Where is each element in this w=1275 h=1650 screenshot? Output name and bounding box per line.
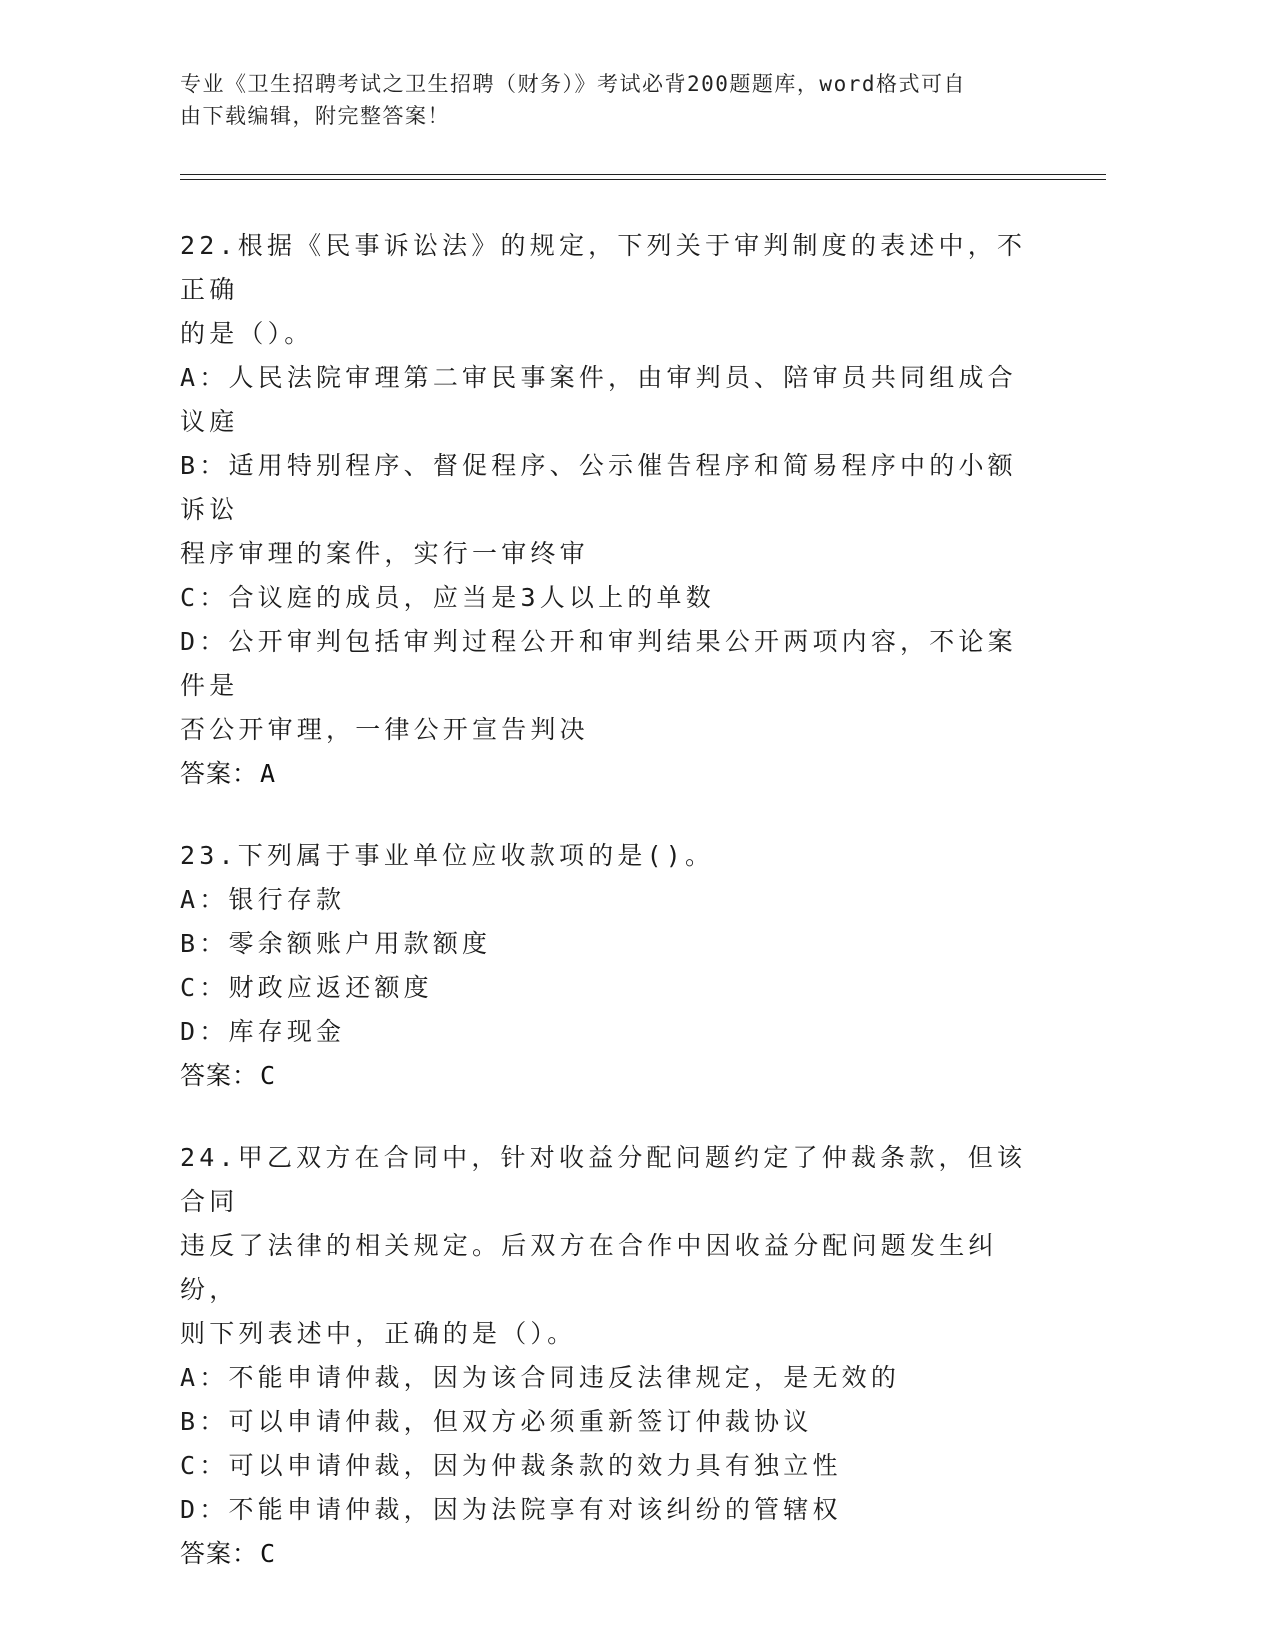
answer-line — [180, 1532, 1040, 1576]
answer-value: C — [260, 1061, 277, 1090]
question-23 — [180, 834, 1040, 1098]
option-b: B：零余额账户用款额度 — [180, 929, 492, 958]
answer-value: C — [260, 1539, 277, 1568]
option-b-continued: 程序审理的案件，实行一审终审 — [180, 539, 589, 568]
question-stem-line: 22.根据《民事诉讼法》的规定，下列关于审判制度的表述中，不正确 — [180, 231, 1027, 304]
header-divider-top — [180, 174, 1106, 175]
option-a: A：银行存款 — [180, 885, 346, 914]
header-line-1: 专业《卫生招聘考试之卫生招聘（财务）》考试必背200题题库，word格式可自 — [180, 72, 966, 96]
answer-label: 答案： — [180, 1061, 259, 1090]
option-c: C：合议庭的成员，应当是3人以上的单数 — [180, 583, 715, 612]
document-header — [180, 68, 1060, 132]
question-stem-line: 则下列表述中，正确的是（）。 — [180, 1319, 577, 1348]
option-d: D：不能申请仲裁，因为法院享有对该纠纷的管辖权 — [180, 1495, 842, 1524]
question-24 — [180, 1136, 1040, 1576]
answer-label: 答案： — [180, 1539, 259, 1568]
option-a: A：人民法院审理第二审民事案件，由审判员、陪审员共同组成合议庭 — [180, 363, 1017, 436]
answer-line — [180, 1054, 1040, 1098]
question-stem-line: 23.下列属于事业单位应收款项的是()。 — [180, 841, 715, 870]
question-list — [180, 224, 1040, 1614]
question-stem-line: 的是（）。 — [180, 319, 314, 348]
header-divider-bottom — [180, 179, 1106, 180]
question-stem-line: 违反了法律的相关规定。后双方在合作中因收益分配问题发生纠纷， — [180, 1231, 998, 1304]
question-22 — [180, 224, 1040, 796]
option-d: D：库存现金 — [180, 1017, 346, 1046]
option-d-continued: 否公开审理，一律公开宣告判决 — [180, 715, 589, 744]
question-stem-line: 24.甲乙双方在合同中，针对收益分配问题约定了仲裁条款，但该合同 — [180, 1143, 1027, 1216]
option-c: C：可以申请仲裁，因为仲裁条款的效力具有独立性 — [180, 1451, 842, 1480]
answer-line — [180, 752, 1040, 796]
option-d: D：公开审判包括审判过程公开和审判结果公开两项内容，不论案件是 — [180, 627, 1017, 700]
option-c: C：财政应返还额度 — [180, 973, 433, 1002]
header-line-2: 由下载编辑，附完整答案！ — [180, 104, 450, 128]
answer-value: A — [260, 759, 277, 788]
option-b: B：适用特别程序、督促程序、公示催告程序和简易程序中的小额诉讼 — [180, 451, 1017, 524]
option-a: A：不能申请仲裁，因为该合同违反法律规定，是无效的 — [180, 1363, 901, 1392]
option-b: B：可以申请仲裁，但双方必须重新签订仲裁协议 — [180, 1407, 813, 1436]
answer-label: 答案： — [180, 759, 259, 788]
